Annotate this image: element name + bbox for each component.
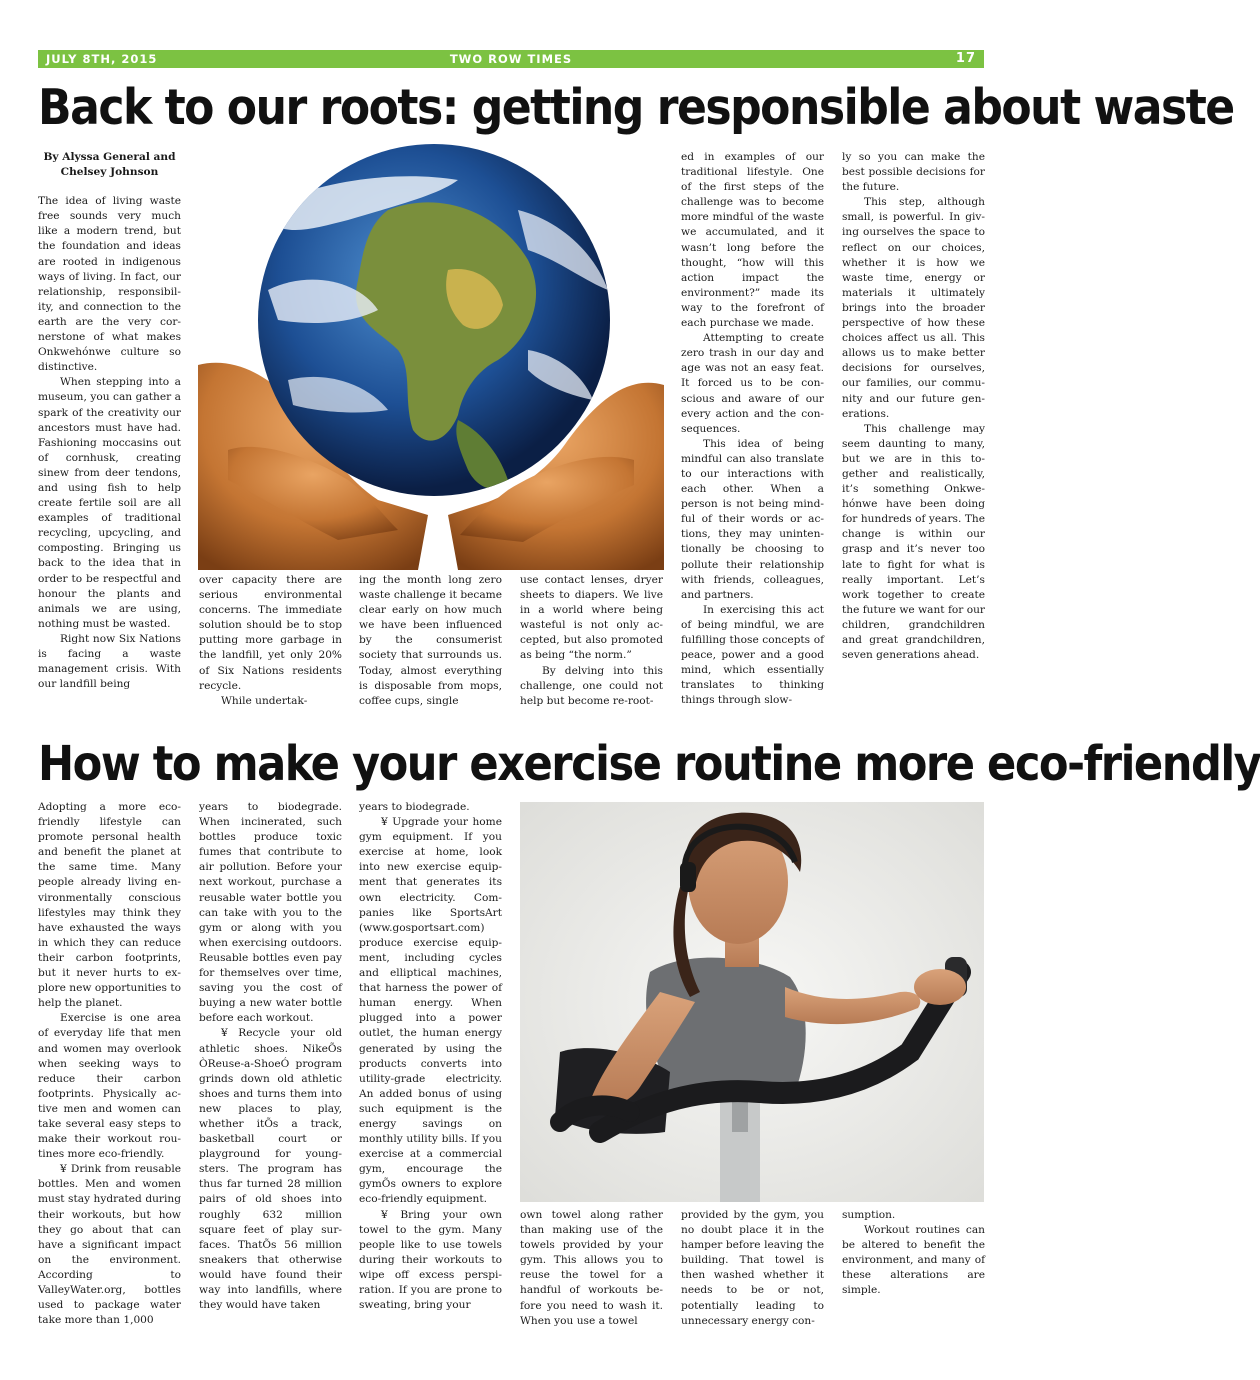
paragraph: provided by the gym, you no doubt place it in the hamper before leaving the building. That towel is then washed whether it needs to be or not, potentially leading to unnecessary energy con- [681, 1209, 824, 1327]
paragraph: over capacity there are serious environmental concerns. The immediate solution should be to stop putting more garbage in the landfill, yet only 20% of Six Nations residents recycle. [199, 574, 342, 692]
paragraph: years to biodegrade. When incinerated, such bottles produce toxic fumes that contribute to air pollution. Before your next workout, purchase a reusable water bottle you can take with you to the gym or along with you when exercising outdoors. Reusable bottles even pay for themselves over time, saving you the cost of buying a new water bottle before each workout. [199, 801, 342, 1025]
paragraph: sumption. [842, 1209, 896, 1221]
article-2-column-5 [681, 1208, 824, 1335]
article-2-column-1 [38, 800, 181, 1335]
byline: By Alyssa General and Chelsey Johnson [43, 151, 176, 179]
paragraph: Right now Six Nations is facing a waste management crisis. With our landfill being [38, 632, 181, 691]
paragraph: By delving into this challenge, one could not help but become re-root- [520, 664, 663, 707]
paragraph: ¥ Drink from reusable bottles. Men and women must stay hydrated during their workouts, but how they go about that can have a significant impact on the environment. According to ValleyWater.org, bottles used to package water take more than 1,000 [38, 1163, 181, 1327]
paragraph: own towel along rather than making use of the towels provided by your gym. This allows you to reuse the towel for a handful of workouts before you need to wash it. When you use a towel [520, 1209, 663, 1327]
exercise-bike-photo [520, 802, 984, 1202]
publication-name: TWO ROW TIMES [449, 52, 573, 66]
article-1-headline: Back to our roots: getting responsible about waste [38, 79, 1234, 136]
article-2-column-4 [520, 1208, 663, 1335]
paragraph: ing the month long zero waste challenge it became clear early on how much we have been influenced by the consumerist society that surrounds us. Today, almost everything is disposable from mops, coffee cups, single [359, 574, 502, 707]
paragraph: The idea of living waste free sounds very much like a modern trend, but the foundation and ideas are rooted in indigenous ways of living. In fact, our relationship, responsibility, and connection to the earth are the very cornerstone of what makes Onkwehónwe culture so distinctive. [38, 195, 181, 374]
issue-date: JULY 8TH, 2015 [46, 52, 158, 66]
article-1-column-1 [38, 150, 181, 710]
article-2-column-3 [359, 800, 502, 1335]
paragraph: When stepping into a museum, you can gather a spark of the creativity our ancestors must have had. Fashioning moccasins out of cornhusk, creating sinew from deer tendons, and using fish to help create fertile soil are all examples of traditional recycling, upcycling, and composting. Bringing us back to the idea that in order to be respectful and honour the plants and animals we are using, nothing must be wasted. [38, 376, 181, 630]
page-header-bar [38, 50, 984, 68]
paragraph: years to biodegrade. [359, 801, 470, 813]
paragraph: ly so you can make the best possible decisions for the future. [842, 151, 985, 194]
paragraph: ¥ Recycle your old athletic shoes. NikeÕs ÒReuse-a-ShoeÓ program grinds down old athletic shoes and turns them into new places to play, whether itÕs a track, basketball court or playground for youngsters. The program has thus far turned 28 million pairs of old shoes into roughly 632 million square feet of play surfaces. ThatÕs 56 million sneakers that otherwise would have found their way into landfills, where they would have taken [199, 1027, 342, 1312]
paragraph: Attempting to create zero trash in our day and age was not an easy feat. It forced us to be conscious and aware of our every action and the consequences. [681, 332, 824, 435]
paragraph: This challenge may seem daunting to many, but we are in this together and realistically, it’s something Onkwehónwe have been doing for hundreds of years. The change is within our grasp and it’s never too late to fight for what is really important. Let’s work together to create the future we want for our children, grandchildren and great grandchildren, seven generations ahead. [842, 422, 985, 662]
paragraph: Workout routines can be altered to benefit the environment, and many of these alterations are simple. [842, 1224, 985, 1297]
paragraph: Adopting a more eco-friendly lifestyle can promote personal health and benefit the planet at the same time. Many people already living environmentally conscious lifestyles may think they have exhausted the ways in which they can reduce their carbon footprints, but it never hurts to explore new opportunities to help the planet. [38, 801, 181, 1010]
page-number: 17 [955, 51, 976, 66]
article-1-column-4 [520, 573, 663, 710]
paragraph: Exercise is one area of everyday life that men and women may overlook when seeking ways to reduce their carbon footprints. Physically active men and women can take several easy steps to make their workout routines more eco-friendly. [38, 1012, 181, 1161]
earth-in-hands-photo [198, 150, 664, 570]
article-1-column-5 [681, 150, 824, 710]
paragraph: ¥ Bring your own towel to the gym. Many people like to use towels during their workouts to wipe off excess perspiration. If you are prone to sweating, bring your [359, 1208, 502, 1312]
paragraph: This step, although small, is powerful. In giving ourselves the space to reflect on our choices, whether it is how we waste time, energy or materials it ultimately brings into the broader perspective of how these choices affect us all. This allows us to make better decisions for ourselves, our families, our community and our future generations. [842, 196, 985, 420]
paragraph: In exercising this act of being mindful, we are fulfilling those concepts of peace, power and a good mind, which essentially translates to thinking things through slow- [681, 603, 824, 707]
paragraph: ¥ Upgrade your home gym equipment. If you exercise at home, look into new exercise equipment that generates its own electricity. Companies like SportsArt (www.gosportsart.com) produce exercise equipment, including cycles and elliptical machines, that harness the power of human energy. When plugged into a power outlet, the human energy generated by using the products converts into utility-grade electricity. An added bonus of using such equipment is the energy savings on monthly utility bills. If you exercise at a commercial gym, encourage the gymÕs owners to explore eco-friendly equipment. [359, 816, 502, 1206]
article-1-column-2 [199, 573, 342, 710]
paragraph: While undertak- [221, 694, 308, 707]
article-2-column-2 [199, 800, 342, 1335]
article-2-headline: How to make your exercise routine more eco-friendly [38, 736, 1260, 792]
article-1-column-6 [842, 150, 985, 710]
article-1-column-3 [359, 573, 502, 710]
paragraph: This idea of being mindful can also translate to our interactions with each other. When a person is not being mindful of their words or actions, they may unintentionally be choosing to pollute their relationship with friends, colleagues, and partners. [681, 437, 824, 601]
paragraph: ed in examples of our traditional lifestyle. One of the first steps of the challenge was to become more mindful of the waste we accumulated, and it wasn’t long before the thought, “how will this action impact the environment?” made its way to the forefront of each purchase we made. [681, 151, 824, 330]
paragraph: use contact lenses, dryer sheets to diapers. We live in a world where being wasteful is not only accepted, but also promoted as being “the norm.” [520, 574, 663, 662]
article-2-column-6 [842, 1208, 985, 1335]
